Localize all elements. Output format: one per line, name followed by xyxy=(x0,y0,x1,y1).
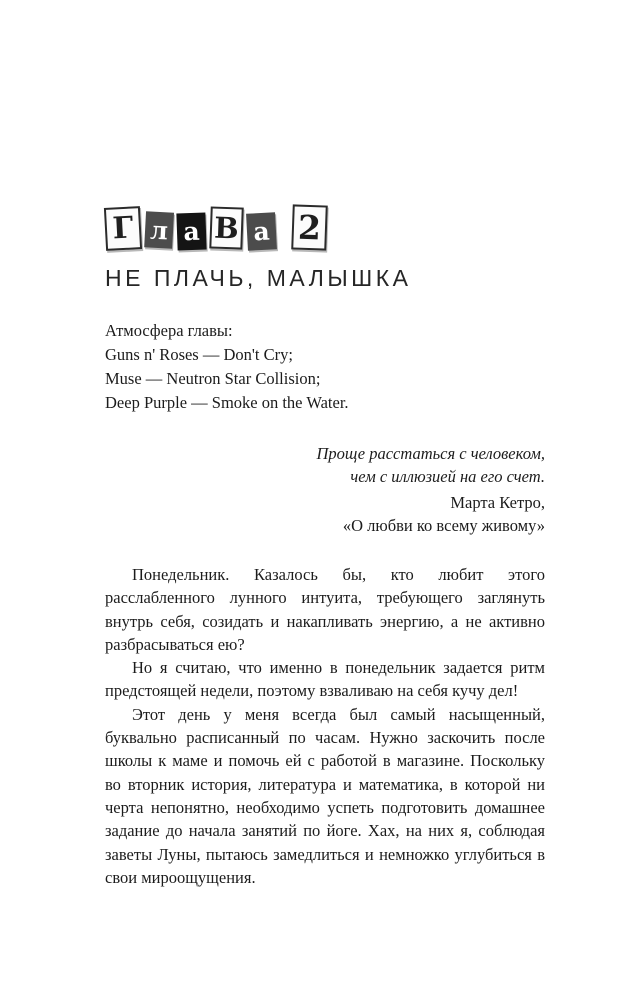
chapter-letter: л xyxy=(144,211,174,248)
chapter-title: НЕ ПЛАЧЬ, МАЛЫШКА xyxy=(105,265,412,291)
atmosphere-block xyxy=(105,319,545,415)
epigraph-text xyxy=(105,442,545,488)
chapter-letter: а xyxy=(246,212,277,250)
paragraph: Понедельник. Казалось бы, кто любит этого расслабленного лунного интуита, требующего заглянуть внутрь себя, созидать и накапливать энергию, а не активно разбрасываться ею? xyxy=(105,565,545,654)
epigraph-source: «О любви ко всему живому» xyxy=(342,516,545,535)
epigraph-line: Проще расстаться с человеком, xyxy=(316,444,545,463)
song-item: Guns n' Roses — Don't Cry; xyxy=(105,345,293,364)
chapter-letter: а xyxy=(176,213,206,251)
paragraph: Но я считаю, что именно в понедельник задается ритм предстоящей недели, поэтому взваливаю на себя кучу дел! xyxy=(105,658,545,701)
epigraph-author: Марта Кетро, xyxy=(450,493,545,512)
epigraph xyxy=(105,442,545,537)
epigraph-attribution xyxy=(105,491,545,537)
chapter-letter: Г xyxy=(104,206,142,251)
song-item: Muse — Neutron Star Collision; xyxy=(105,369,321,388)
chapter-number: 2 xyxy=(291,204,328,250)
song-item: Deep Purple — Smoke on the Water. xyxy=(105,393,349,412)
paragraph: Этот день у меня всегда был самый насыщенный, буквально расписанный по часам. Нужно заскочить после школы к маме и помочь ей с работой в магазине. Поскольку во вторник история, литература и математика, в которой ни черта непонятно, необходимо успеть подготовить домашнее задание до начала занятий по йоге. Хах, на них я, соблюдая заветы Луны, пытаюсь замедлиться и немножко углубиться в свои мироощущения. xyxy=(105,704,545,887)
atmosphere-heading: Атмосфера главы: xyxy=(105,321,233,340)
body-text xyxy=(105,563,545,889)
chapter-heading xyxy=(105,202,545,250)
epigraph-line: чем с иллюзией на его счет. xyxy=(350,467,545,486)
chapter-letter: В xyxy=(209,206,243,249)
